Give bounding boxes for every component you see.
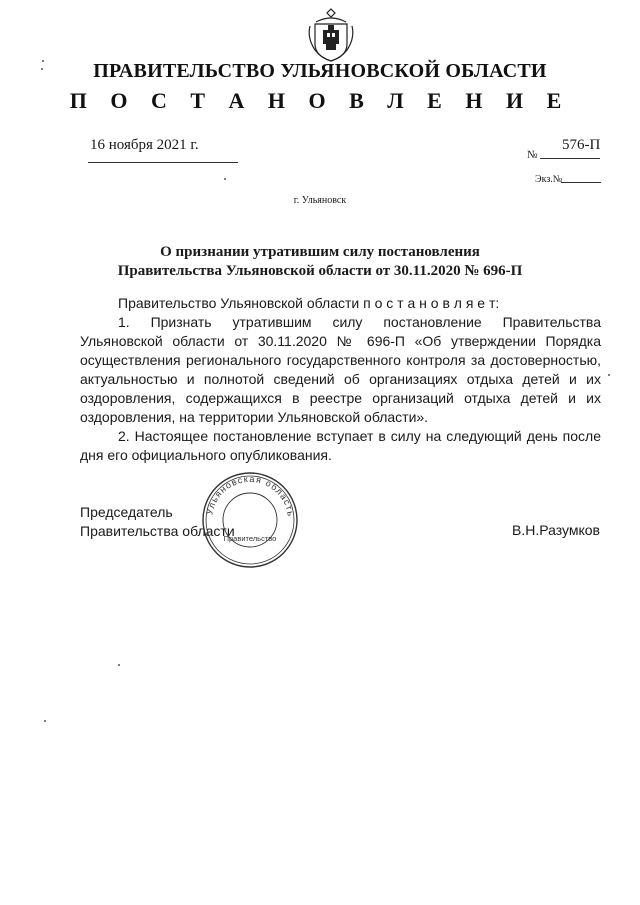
round-seal-icon [200, 470, 300, 570]
document-date: 16 ноября 2021 г. [90, 137, 199, 153]
scan-speck [44, 720, 46, 722]
body-item-1: 1. Признать утратившим силу постановление Правительства Ульяновской области от 30.11.2020 № 696-П «Об утверждении Порядка осуществления регионального государственного контроля за достоверностью, актуальностью и полнотой сведений об организациях отдыха детей и их оздоровления, содержащихся в реестре организаций отдыха детей и их оздоровления, на территории Ульяновской области». [80, 314, 601, 425]
signatory-position-line-2: Правительства области [80, 523, 235, 539]
scan-speck [42, 60, 44, 62]
copy-number-underline [561, 182, 601, 183]
heading-line-1: О признании утратившим силу постановления [160, 244, 480, 260]
number-sign: № [527, 149, 538, 161]
date-underline [88, 162, 238, 163]
svg-text:Ульяновская область: Ульяновская область [204, 473, 296, 518]
scan-speck [224, 178, 226, 180]
scan-speck [608, 374, 610, 376]
body-item-2: 2. Настоящее постановление вступает в силу на следующий день после дня его официального опубликования. [80, 428, 601, 463]
heading-line-2: Правительства Ульяновской области от 30.11.2020 № 696-П [117, 263, 523, 279]
svg-text:Правительство: Правительство [223, 534, 277, 543]
signatory-position-line-1: Председатель [80, 504, 173, 520]
document-heading [0, 243, 640, 281]
number-underline [540, 158, 600, 159]
city-name: г. Ульяновск [293, 195, 347, 206]
signatory-name: В.Н.Разумков [512, 522, 600, 538]
document-body [80, 294, 601, 465]
copy-number-label: Экз.№ [535, 174, 563, 185]
document-type: П О С Т А Н О В Л Е Н И Е [69, 88, 571, 113]
coat-of-arms-icon [306, 6, 356, 64]
scan-speck [118, 664, 120, 666]
scan-speck [41, 68, 43, 70]
organization-title: ПРАВИТЕЛЬСТВО УЛЬЯНОВСКОЙ ОБЛАСТИ [93, 60, 547, 82]
document-number: 576-П [562, 137, 601, 153]
body-intro: Правительство Ульяновской области п о с т а н о в л я е т: [118, 295, 500, 311]
